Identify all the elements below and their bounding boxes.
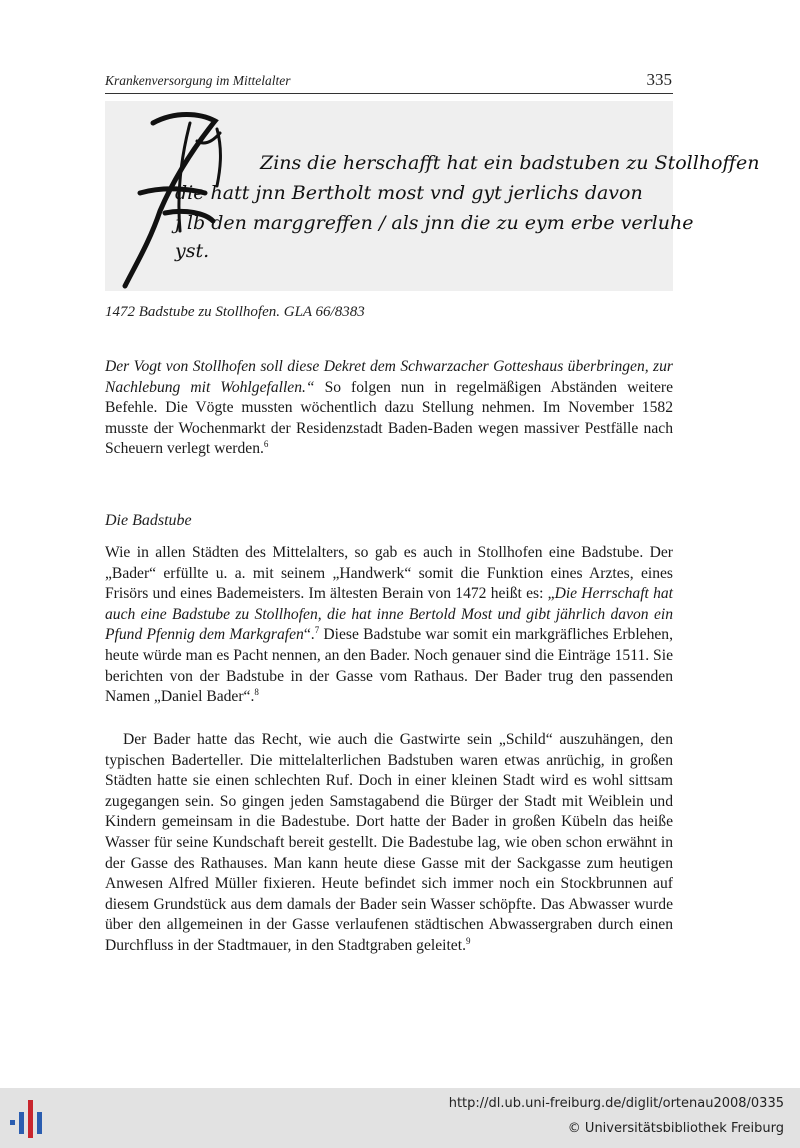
figure-caption: 1472 Badstube zu Stollhofen. GLA 66/8383	[105, 304, 365, 320]
quote-text: Die Herrschaft hat auch eine Badstube zu Stollhofen, die hat inne Bertold Most und gibt jährlich davon ein Pfund Pfennig dem Markgrafen	[105, 585, 674, 644]
header-rule	[105, 93, 673, 94]
footer-copyright: © Universitätsbibliothek Freiburg	[567, 1121, 784, 1136]
library-logo-icon[interactable]	[8, 1098, 48, 1145]
manuscript-image	[105, 101, 760, 291]
quote-text: Der Vogt von Stollhofen soll diese Dekret dem Schwarzacher Gotteshaus überbringen, zur Nachlebung mit Wohlgefallen.“	[105, 358, 673, 396]
paragraph-badstube	[105, 543, 673, 708]
footnote-ref[interactable]: 9	[465, 935, 471, 946]
paragraph-text: Der Bader hatte das Recht, wie auch die Gastwirte sein „Schild“ auszuhängen, den typischen Baderteller. Die mittelalterlichen Badstuben waren etwas anrüchig, in großen Städten hatte sie einen schlechten Ruf. Doch in einer kleinen Stadt wird es wohl sittsam zugegangen sein. So gingen jeden Samstagabend die Bürger der Stadt mit Weiblein und Kindern gemeinsam in die Badestube. Dort hatte der Bader in großen Kübeln das heiße Wasser für seine Kundschaft bereit gestellt. Die Badestube lag, wie oben schon erwähnt in der Gasse des Rathauses. Man kann heute diese Gasse mit der Sackgasse zum heutigen Anwesen Alfred Müller fixieren. Heute befindet sich immer noch ein Stockbrunnen auf diesem Grundstück aus dem damals der Bader sein Wasser schöpfte. Das Abwasser wurde über den allgemeinen in der Gasse verlaufenen städtischen Abwassergraben durch einen Durchfluss in der Stadtmauer, in den Stadtgraben geleitet.	[105, 731, 673, 954]
footer-url-link[interactable]: http://dl.ub.uni-freiburg.de/diglit/ortenau2008/0335	[448, 1096, 784, 1111]
running-header-title: Krankenversorgung im Mittelalter	[105, 73, 291, 88]
paragraph-text: So folgen nun in regelmäßigen Abständen weitere Befehle. Die Vögte mussten wöchentlich dazu Stellung nehmen. Im November 1582 musste der Wochenmarkt der Residenzstadt Baden-Baden wegen massiver Pestfälle nach Scheuern verlegt werden.	[105, 378, 673, 458]
footnote-ref[interactable]: 6	[263, 439, 269, 450]
manuscript-line-3: j lb den marggreffen / als jnn die zu eym erbe verluhe	[175, 212, 694, 234]
manuscript-line-4: yst.	[175, 240, 210, 262]
paragraph-text: Wie in allen Städten des Mittelalters, so gab es auch in Stollhofen eine Badstube. Der „Bader“ erfüllte u. a. mit seinem „Handwerk“ somit die Funktion eines Arztes, eines Frisörs und eines Bademeisters. Im ältesten Berain von 1472 heißt es: „	[105, 544, 673, 603]
paragraph-intro	[105, 357, 673, 460]
manuscript-line-1: Zins die herschafft hat ein badstuben zu Stollhoffen	[260, 152, 760, 174]
paragraph-bader	[105, 730, 673, 957]
section-heading: Die Badstube	[105, 512, 192, 529]
manuscript-line-2: die hatt jnn Bertholt most vnd gyt jerlichs davon	[175, 182, 643, 204]
paragraph-text: Diese Badstube war somit ein markgräfliches Erblehen, heute würde man es Pacht nennen, an den Bader. Noch genauer sind die Einträge 1511. Sie berichten von der Badstube in der Gasse vom Rathaus. Der Bader trug den passenden Namen „Daniel Bader“.	[105, 626, 673, 706]
footnote-ref[interactable]: 8	[254, 687, 259, 698]
page-number: 335	[646, 70, 672, 89]
footnote-ref[interactable]: 7	[314, 625, 320, 636]
paragraph-text: “.	[303, 626, 315, 644]
footer-bar	[0, 1088, 800, 1148]
